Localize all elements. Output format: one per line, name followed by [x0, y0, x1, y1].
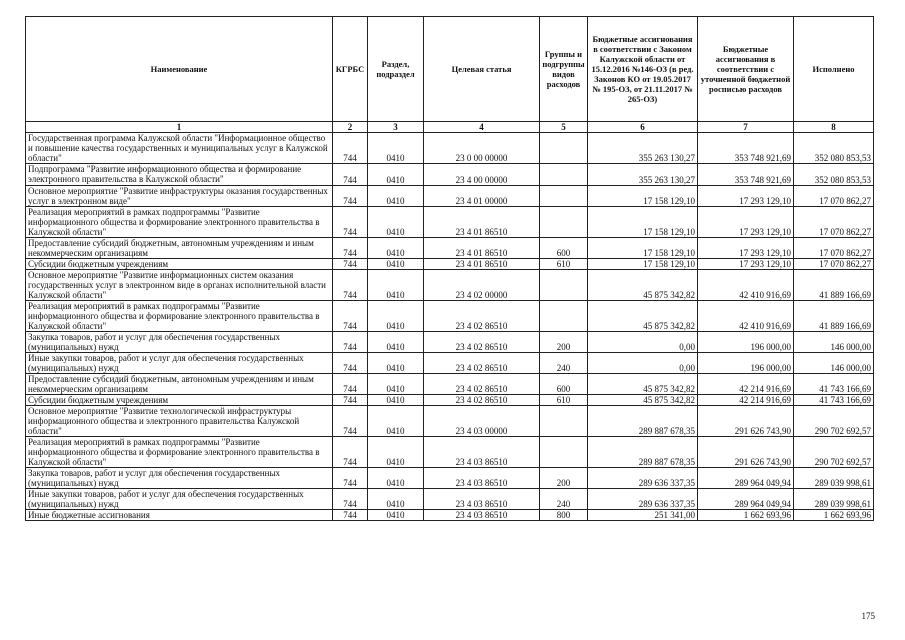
row-refined-allocation: 289 964 049,94 [698, 489, 794, 510]
row-target-article: 23 4 02 86510 [424, 301, 540, 332]
row-law-allocation: 45 875 342,82 [588, 374, 698, 395]
row-refined-allocation: 291 626 743,90 [698, 406, 794, 437]
row-name: Субсидии бюджетным учреждениям [26, 395, 333, 406]
row-kgrbs: 744 [333, 186, 368, 207]
row-name: Иные бюджетные ассигнования [26, 510, 333, 521]
column-number: 4 [424, 122, 540, 133]
row-expense-group: 600 [540, 374, 588, 395]
row-executed: 352 080 853,53 [794, 133, 874, 164]
budget-table [25, 16, 874, 521]
row-section: 0410 [368, 270, 424, 301]
row-executed: 290 702 692,57 [794, 437, 874, 468]
row-executed: 1 662 693,96 [794, 510, 874, 521]
row-law-allocation: 17 158 129,10 [588, 207, 698, 238]
row-section: 0410 [368, 353, 424, 374]
column-number: 1 [26, 122, 333, 133]
row-kgrbs: 744 [333, 238, 368, 259]
table-row [26, 489, 874, 510]
row-section: 0410 [368, 374, 424, 395]
row-name: Реализация мероприятий в рамках подпрограммы "Развитие информационного общества и формирование электронного правительства в Калужской области" [26, 301, 333, 332]
row-kgrbs: 744 [333, 468, 368, 489]
row-expense-group: 610 [540, 259, 588, 270]
row-refined-allocation: 353 748 921,69 [698, 164, 794, 186]
row-refined-allocation: 196 000,00 [698, 353, 794, 374]
row-kgrbs: 744 [333, 353, 368, 374]
row-name: Предоставление субсидий бюджетным, автономным учреждениям и иным некоммерческим организациям [26, 374, 333, 395]
row-kgrbs: 744 [333, 207, 368, 238]
row-law-allocation: 45 875 342,82 [588, 270, 698, 301]
row-target-article: 23 4 02 86510 [424, 395, 540, 406]
row-section: 0410 [368, 489, 424, 510]
row-target-article: 23 4 03 86510 [424, 489, 540, 510]
header-target: Целевая статья [424, 17, 540, 122]
header-law-allocations: Бюджетные ассигнования в соответствии с Законом Калужской области от 15.12.2016 №146-ОЗ (в ред. Законов КО от 19.05.2017 № 195-ОЗ, от 21.11.2017 № 265-ОЗ) [588, 17, 698, 122]
row-kgrbs: 744 [333, 164, 368, 186]
table-row [26, 301, 874, 332]
row-refined-allocation: 353 748 921,69 [698, 133, 794, 164]
row-target-article: 23 4 03 86510 [424, 510, 540, 521]
row-section: 0410 [368, 510, 424, 521]
table-row [26, 332, 874, 353]
row-target-article: 23 4 01 86510 [424, 207, 540, 238]
row-kgrbs: 744 [333, 133, 368, 164]
row-section: 0410 [368, 332, 424, 353]
row-law-allocation: 45 875 342,82 [588, 395, 698, 406]
table-row [26, 468, 874, 489]
column-number-row [26, 122, 874, 133]
table-row [26, 186, 874, 207]
row-name: Реализация мероприятий в рамках подпрограммы "Развитие информационного общества и формирование электронного правительства в Калужской области" [26, 207, 333, 238]
row-kgrbs: 744 [333, 374, 368, 395]
row-executed: 41 889 166,69 [794, 301, 874, 332]
table-row [26, 133, 874, 164]
row-target-article: 23 4 01 00000 [424, 186, 540, 207]
row-kgrbs: 744 [333, 437, 368, 468]
column-number: 2 [333, 122, 368, 133]
header-section: Раздел, подраздел [368, 17, 424, 122]
header-name: Наименование [26, 17, 333, 122]
row-name: Государственная программа Калужской области "Информационное общество и повышение качества государственных и муниципальных услуг в Калужской области" [26, 133, 333, 164]
row-kgrbs: 744 [333, 332, 368, 353]
row-target-article: 23 4 02 86510 [424, 374, 540, 395]
row-name: Закупка товаров, работ и услуг для обеспечения государственных (муниципальных) нужд [26, 332, 333, 353]
table-row [26, 437, 874, 468]
row-name: Реализация мероприятий в рамках подпрограммы "Развитие информационного общества и формирование электронного правительства в Калужской области" [26, 437, 333, 468]
row-name: Иные закупки товаров, работ и услуг для обеспечения государственных (муниципальных) нужд [26, 489, 333, 510]
row-executed: 17 070 862,27 [794, 186, 874, 207]
column-number: 6 [588, 122, 698, 133]
column-number: 3 [368, 122, 424, 133]
table-row [26, 395, 874, 406]
row-executed: 146 000,00 [794, 332, 874, 353]
budget-table-sheet [25, 16, 873, 521]
row-executed: 289 039 998,61 [794, 489, 874, 510]
row-executed: 17 070 862,27 [794, 207, 874, 238]
table-row [26, 374, 874, 395]
row-refined-allocation: 42 214 916,69 [698, 395, 794, 406]
row-name: Подпрограмма "Развитие информационного общества и формирование электронного правительства в Калужской области" [26, 164, 333, 186]
row-expense-group: 610 [540, 395, 588, 406]
table-row [26, 207, 874, 238]
table-row [26, 164, 874, 186]
row-section: 0410 [368, 259, 424, 270]
row-executed: 41 889 166,69 [794, 270, 874, 301]
row-target-article: 23 4 02 86510 [424, 332, 540, 353]
row-name: Закупка товаров, работ и услуг для обеспечения государственных (муниципальных) нужд [26, 468, 333, 489]
row-target-article: 23 4 00 00000 [424, 164, 540, 186]
header-executed: Исполнено [794, 17, 874, 122]
column-number: 5 [540, 122, 588, 133]
row-refined-allocation: 1 662 693,96 [698, 510, 794, 521]
column-number: 7 [698, 122, 794, 133]
row-expense-group [540, 133, 588, 164]
row-section: 0410 [368, 186, 424, 207]
column-number: 8 [794, 122, 874, 133]
row-expense-group [540, 270, 588, 301]
row-kgrbs: 744 [333, 270, 368, 301]
header-row [26, 17, 874, 122]
row-expense-group [540, 207, 588, 238]
row-executed: 289 039 998,61 [794, 468, 874, 489]
row-kgrbs: 744 [333, 259, 368, 270]
row-name: Основное мероприятие "Развитие инфраструктуры оказания государственных услуг в электронном виде" [26, 186, 333, 207]
row-expense-group: 240 [540, 353, 588, 374]
row-law-allocation: 45 875 342,82 [588, 301, 698, 332]
row-target-article: 23 4 03 00000 [424, 406, 540, 437]
table-row [26, 510, 874, 521]
row-law-allocation: 17 158 129,10 [588, 238, 698, 259]
row-expense-group [540, 437, 588, 468]
table-row [26, 270, 874, 301]
row-target-article: 23 4 03 86510 [424, 437, 540, 468]
row-target-article: 23 0 00 00000 [424, 133, 540, 164]
row-law-allocation: 251 341,00 [588, 510, 698, 521]
row-law-allocation: 289 636 337,35 [588, 468, 698, 489]
row-target-article: 23 4 03 86510 [424, 468, 540, 489]
row-expense-group [540, 164, 588, 186]
row-expense-group: 600 [540, 238, 588, 259]
row-law-allocation: 0,00 [588, 353, 698, 374]
row-name: Предоставление субсидий бюджетным, автономным учреждениям и иным некоммерческим организациям [26, 238, 333, 259]
row-refined-allocation: 17 293 129,10 [698, 238, 794, 259]
row-target-article: 23 4 01 86510 [424, 238, 540, 259]
row-refined-allocation: 17 293 129,10 [698, 186, 794, 207]
row-law-allocation: 17 158 129,10 [588, 259, 698, 270]
row-kgrbs: 744 [333, 489, 368, 510]
header-kgrbs: КГРБС [333, 17, 368, 122]
header-groups: Группы и подгруппы видов расходов [540, 17, 588, 122]
row-law-allocation: 355 263 130,27 [588, 164, 698, 186]
table-row [26, 259, 874, 270]
row-refined-allocation: 291 626 743,90 [698, 437, 794, 468]
row-expense-group: 240 [540, 489, 588, 510]
row-section: 0410 [368, 238, 424, 259]
row-kgrbs: 744 [333, 301, 368, 332]
row-section: 0410 [368, 395, 424, 406]
row-section: 0410 [368, 301, 424, 332]
header-refined-allocations: Бюджетные ассигнования в соответствии с уточненной бюджетной росписью расходов [698, 17, 794, 122]
row-executed: 146 000,00 [794, 353, 874, 374]
row-name: Иные закупки товаров, работ и услуг для обеспечения государственных (муниципальных) нужд [26, 353, 333, 374]
page-number: 175 [861, 611, 875, 621]
row-law-allocation: 289 636 337,35 [588, 489, 698, 510]
row-target-article: 23 4 01 86510 [424, 259, 540, 270]
row-executed: 17 070 862,27 [794, 238, 874, 259]
table-row [26, 238, 874, 259]
row-target-article: 23 4 02 00000 [424, 270, 540, 301]
row-law-allocation: 355 263 130,27 [588, 133, 698, 164]
row-refined-allocation: 42 410 916,69 [698, 270, 794, 301]
row-section: 0410 [368, 437, 424, 468]
row-expense-group [540, 186, 588, 207]
row-kgrbs: 744 [333, 406, 368, 437]
row-refined-allocation: 17 293 129,10 [698, 207, 794, 238]
row-expense-group: 200 [540, 468, 588, 489]
row-expense-group: 200 [540, 332, 588, 353]
row-expense-group [540, 301, 588, 332]
row-executed: 290 702 692,57 [794, 406, 874, 437]
row-law-allocation: 17 158 129,10 [588, 186, 698, 207]
table-row [26, 406, 874, 437]
row-refined-allocation: 196 000,00 [698, 332, 794, 353]
row-law-allocation: 289 887 678,35 [588, 406, 698, 437]
row-expense-group [540, 406, 588, 437]
row-executed: 41 743 166,69 [794, 395, 874, 406]
row-name: Основное мероприятие "Развитие технологической инфраструктуры информационного общества и электронного правительства Калужской области" [26, 406, 333, 437]
row-section: 0410 [368, 468, 424, 489]
row-executed: 41 743 166,69 [794, 374, 874, 395]
row-name: Субсидии бюджетным учреждениям [26, 259, 333, 270]
row-expense-group: 800 [540, 510, 588, 521]
row-kgrbs: 744 [333, 395, 368, 406]
row-section: 0410 [368, 164, 424, 186]
row-kgrbs: 744 [333, 510, 368, 521]
row-executed: 17 070 862,27 [794, 259, 874, 270]
row-refined-allocation: 42 410 916,69 [698, 301, 794, 332]
row-law-allocation: 0,00 [588, 332, 698, 353]
row-executed: 352 080 853,53 [794, 164, 874, 186]
row-refined-allocation: 42 214 916,69 [698, 374, 794, 395]
row-section: 0410 [368, 406, 424, 437]
row-name: Основное мероприятие "Развитие информационных систем оказания государственных услуг в электронном виде в органах исполнительной власти Калужской области" [26, 270, 333, 301]
row-section: 0410 [368, 207, 424, 238]
row-section: 0410 [368, 133, 424, 164]
row-law-allocation: 289 887 678,35 [588, 437, 698, 468]
row-refined-allocation: 17 293 129,10 [698, 259, 794, 270]
table-row [26, 353, 874, 374]
row-target-article: 23 4 02 86510 [424, 353, 540, 374]
row-refined-allocation: 289 964 049,94 [698, 468, 794, 489]
